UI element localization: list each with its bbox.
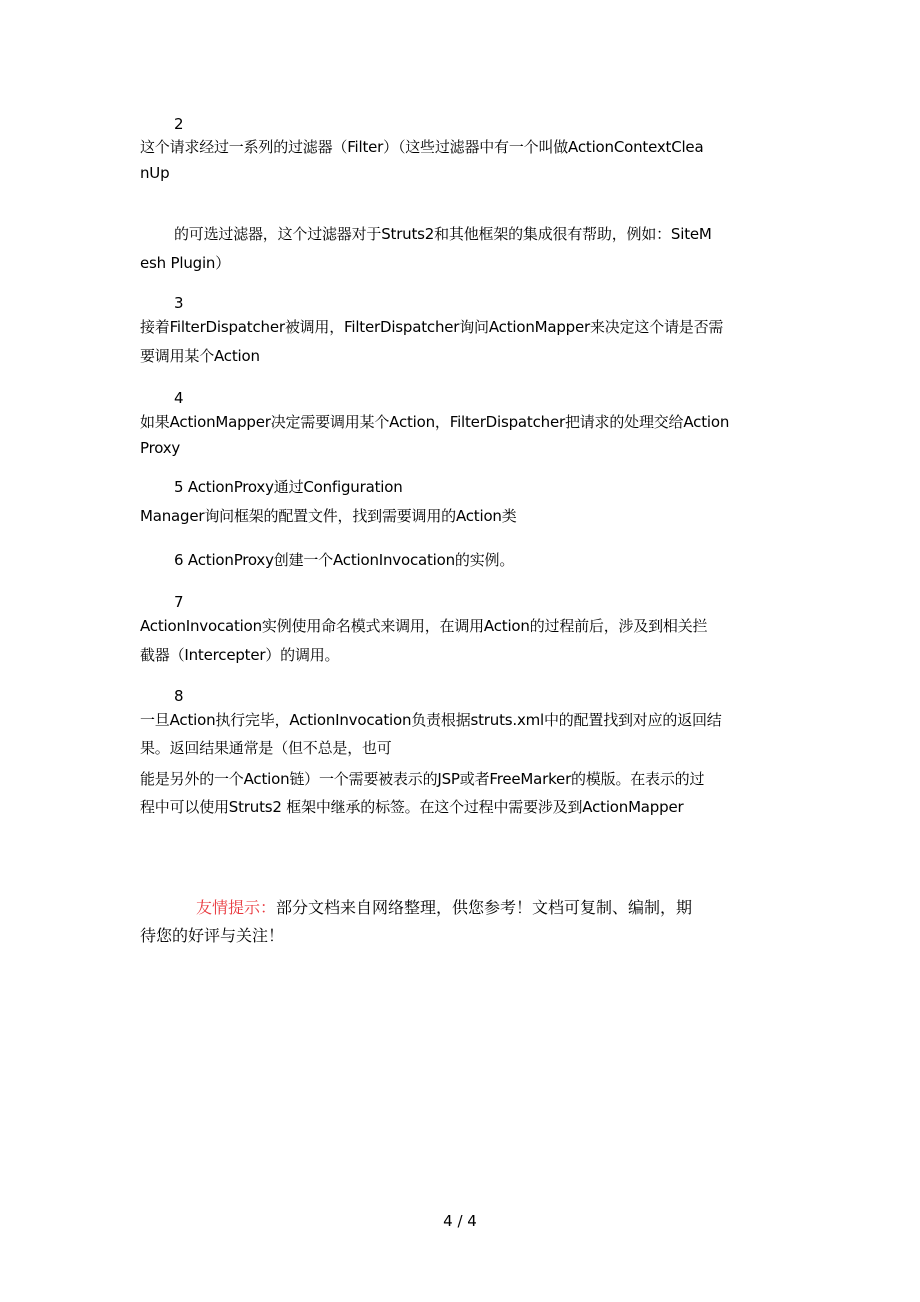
step-text-line: 要调用某个Action	[140, 347, 260, 365]
step-text-line: 这个请求经过一系列的过滤器（Filter）（这些过滤器中有一个叫做ActionContextClea	[140, 138, 704, 156]
step-text-line: nUp	[140, 164, 170, 182]
step-number: 4	[174, 389, 184, 407]
tip-text-continued: 待您的好评与关注！	[140, 926, 285, 945]
step-text-line: 能是另外的一个Action链）一个需要被表示的JSP或者FreeMarker的模版。在表示的过	[140, 770, 705, 788]
tip-label: 友情提示：	[196, 898, 277, 917]
step-number: 2	[174, 115, 184, 133]
friendly-tip	[196, 894, 836, 922]
step-lead-line: 6 ActionProxy创建一个ActionInvocation的实例。	[174, 551, 515, 569]
step-number: 7	[174, 593, 184, 611]
step-text-line: Proxy	[140, 439, 181, 457]
step-text-line: 程中可以使用Struts2 框架中继承的标签。在这个过程中需要涉及到ActionMapper	[140, 798, 684, 816]
tip-text: 部分文档来自网络整理，供您参考！文档可复制、编制，期	[276, 898, 693, 917]
step-lead-line: 5 ActionProxy通过Configuration	[174, 478, 403, 496]
page-number: 4 / 4	[443, 1212, 477, 1230]
step-text-line: Manager询问框架的配置文件，找到需要调用的Action类	[140, 507, 517, 525]
step-text-line: 果。返回结果通常是（但不总是，也可	[140, 739, 392, 757]
step-text-line: ActionInvocation实例使用命名模式来调用，在调用Action的过程前后，涉及到相关拦	[140, 617, 708, 635]
step-text-line: 如果ActionMapper决定需要调用某个Action，FilterDispatcher把请求的处理交给Action	[140, 413, 730, 431]
step-text-line: 接着FilterDispatcher被调用，FilterDispatcher询问ActionMapper来决定这个请是否需	[140, 318, 724, 336]
step-number: 8	[174, 687, 184, 705]
step-text-line: esh Plugin）	[140, 254, 231, 272]
step-text-line: 截器（Intercepter）的调用。	[140, 646, 340, 664]
step-text-line: 一旦Action执行完毕，ActionInvocation负责根据struts.xml中的配置找到对应的返回结	[140, 711, 722, 729]
step-number: 3	[174, 294, 184, 312]
step-text-line: 的可选过滤器，这个过滤器对于Struts2和其他框架的集成很有帮助，例如：SiteM	[174, 225, 712, 243]
